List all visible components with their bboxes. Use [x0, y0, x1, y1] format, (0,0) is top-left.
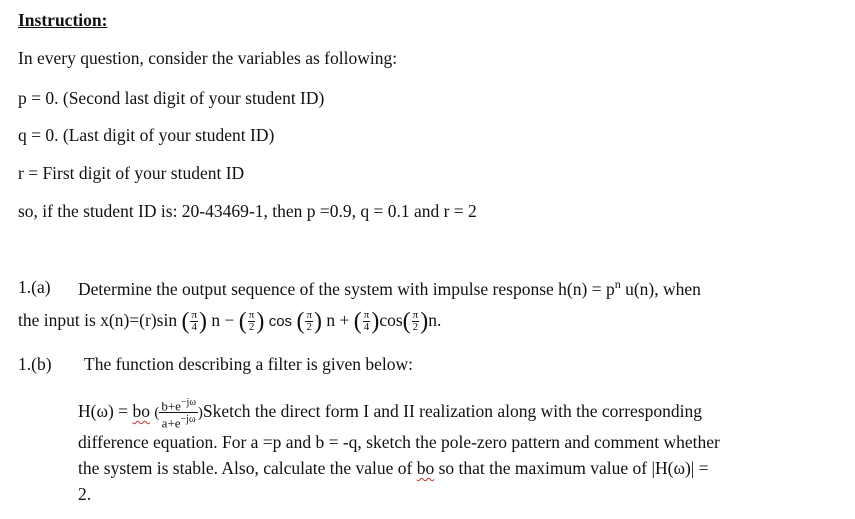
question-1a-text: Determine the output sequence of the system with impulse response h(n) = p [78, 278, 615, 299]
input-start: the input is x(n)=(r)sin [18, 310, 178, 330]
question-1a-line2: the input is x(n)=(r)sin ( $\frac{\pi}{4}$ ) n − ( $\frac{\pi}{2}$ ) cos ( $\frac{\pi}{2}$ ) n + ( $\frac{\pi}{4}$ )cos( $\frac{\pi}{2}$ )n. [18, 308, 442, 335]
exponent-n: n [614, 277, 621, 291]
fraction-pi-over-2-a: $\frac{\pi}{2}$ [248, 309, 255, 334]
fraction-pi-over-4: $\frac{\pi}{4}$ [191, 309, 198, 334]
question-1a-line1 [78, 277, 701, 300]
h-omega: H(ω) = [78, 400, 133, 421]
cos-term: cos [268, 313, 293, 330]
question-1b-line2: difference equation. For a =p and b = -q, sketch the pole-zero pattern and comment whether [78, 432, 720, 452]
question-1b-line3: the system is stable. Also, calculate the value of bo so that the maximum value of |H(ω)| = [78, 458, 709, 478]
question-1b-intro: The function describing a filter is given below: [84, 354, 414, 374]
n-end: n. [428, 310, 442, 330]
n-plus: n + [326, 310, 350, 330]
n-minus: n − [211, 310, 235, 330]
question-1a-tail: u(n), when [620, 278, 701, 299]
question-1b-label: 1.(b) [18, 354, 52, 374]
instruction-title: Instruction: [18, 10, 108, 30]
instruction-intro: In every question, consider the variables as following: [18, 48, 398, 68]
question-1a-label: 1.(a) [18, 277, 51, 297]
variable-r-definition: r = First digit of your student ID [18, 163, 245, 183]
fraction-pi-over-2-b: $\frac{\pi}{2}$ [306, 309, 312, 334]
fraction-pi-over-2-c: $\frac{\pi}{2}$ [412, 309, 419, 334]
variable-p-definition: p = 0. (Second last digit of your student ID) [18, 88, 325, 108]
bo-coefficient: bo [132, 400, 150, 421]
example-line: so, if the student ID is: 20-43469-1, then p =0.9, q = 0.1 and r = 2 [18, 201, 477, 221]
fraction-pi-over-4-b: $\frac{\pi}{4}$ [363, 309, 370, 334]
bo-coefficient-2: bo [416, 458, 435, 478]
transfer-fraction: $\frac{b+e^{-j\omega}}{a+e^{-j\omega}}$ [161, 397, 196, 431]
variable-q-definition: q = 0. (Last digit of your student ID) [18, 125, 275, 145]
transfer-function-line: H(ω) = bo ( $\frac{b+e^{-j\omega}}{a+e^{-j\omega}}$ )Sketch the direct form I and II realization along with the corresponding [78, 397, 702, 431]
cos-term-2: cos [379, 310, 403, 330]
sketch-text: Sketch the direct form I and II realization along with the corresponding [202, 400, 702, 421]
question-1b-line4: 2. [78, 484, 92, 504]
